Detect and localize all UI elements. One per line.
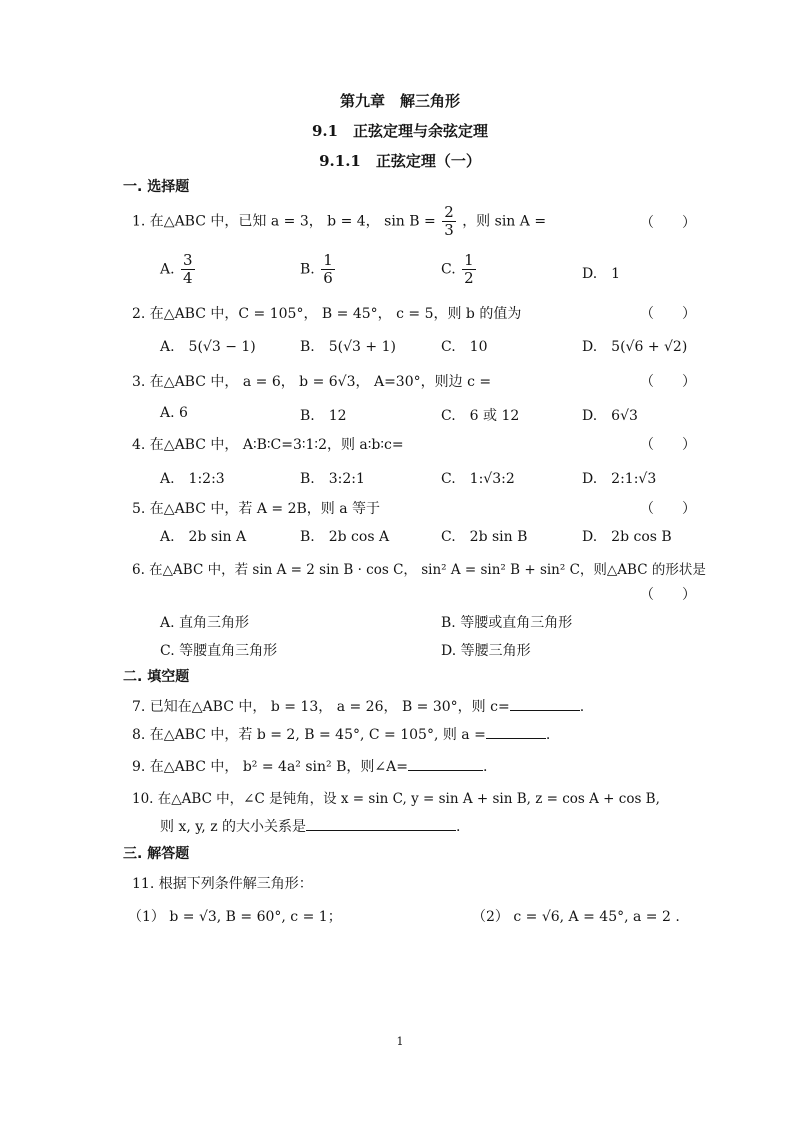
question-7 bbox=[132, 696, 584, 716]
q1-b-num: 1 bbox=[323, 251, 333, 269]
answer-blank-10[interactable] bbox=[306, 818, 456, 831]
question-11-part-1: （1） b = √3, B = 60°, c = 1； bbox=[128, 909, 342, 925]
question-2: 2. 在△ABC 中，C = 105°， B = 45°， c = 5，则 b 的值为 bbox=[132, 306, 522, 322]
q1-a-num: 3 bbox=[183, 251, 193, 269]
question-9-suffix: . bbox=[482, 759, 488, 775]
q3-option-c: C. 6 或 12 bbox=[441, 408, 520, 424]
q1-option-d: D. 1 bbox=[582, 266, 621, 282]
q6-option-a: A. 直角三角形 bbox=[160, 615, 250, 631]
q6-option-b: B. 等腰或直角三角形 bbox=[441, 615, 573, 631]
q2-option-b: B. 5(√3 + 1) bbox=[300, 339, 396, 355]
section-heading-choice: 一. 选择题 bbox=[123, 179, 190, 195]
q1-option-b bbox=[300, 252, 337, 287]
q1-b-den: 6 bbox=[323, 269, 333, 287]
question-11-part-2: （2） c = √6, A = 45°, a = 2 . bbox=[472, 909, 680, 925]
q5-option-c: C. 2b sin B bbox=[441, 529, 528, 545]
question-7-prefix: 7. 已知在△ABC 中， b = 13， a = 26， B = 30°，则 c= bbox=[132, 699, 510, 715]
q1-option-a bbox=[160, 252, 197, 287]
answer-blank-9[interactable] bbox=[408, 758, 483, 771]
section-heading-solve: 三. 解答题 bbox=[123, 846, 190, 862]
q4-option-b: B. 3:2:1 bbox=[300, 471, 365, 487]
answer-paren-2: （ ） bbox=[640, 306, 696, 322]
answer-paren-5: （ ） bbox=[640, 501, 696, 517]
question-4: 4. 在△ABC 中， A∶B∶C=3∶1∶2，则 a∶b∶c= bbox=[132, 437, 404, 453]
question-1-fraction bbox=[442, 204, 456, 239]
q2-option-c: C. 10 bbox=[441, 339, 488, 355]
q1-a-den: 4 bbox=[183, 269, 193, 287]
q3-option-b: B. 12 bbox=[300, 408, 347, 424]
chapter-title: 第九章 解三角形 bbox=[339, 92, 460, 110]
section-title: 9.1 正弦定理与余弦定理 bbox=[311, 122, 489, 140]
question-11: 11. 根据下列条件解三角形： bbox=[132, 876, 313, 892]
q2-option-d: D. 5(√6 + √2) bbox=[582, 339, 688, 355]
answer-blank-8[interactable] bbox=[486, 726, 546, 739]
q4-option-d: D. 2:1:√3 bbox=[582, 471, 657, 487]
page-number: 1 bbox=[396, 1035, 404, 1048]
question-9 bbox=[132, 756, 487, 776]
q4-option-a: A. 1:2:3 bbox=[160, 471, 225, 487]
q1-option-a-label: A. bbox=[160, 261, 175, 278]
question-10-suffix: . bbox=[456, 819, 461, 835]
q1-c-den: 2 bbox=[464, 269, 474, 287]
question-10-line2 bbox=[160, 816, 460, 836]
q1-option-c-fraction bbox=[462, 252, 476, 287]
q1-c-num: 1 bbox=[464, 251, 474, 269]
answer-paren-3: （ ） bbox=[640, 374, 696, 390]
answer-paren-6: （ ） bbox=[640, 587, 696, 603]
question-1-frac-num: 2 bbox=[444, 203, 454, 221]
question-5: 5. 在△ABC 中，若 A = 2B，则 a 等于 bbox=[132, 501, 381, 517]
question-6: 6. 在△ABC 中，若 sin A = 2 sin B · cos C， sin² A = sin² B + sin² C，则△ABC 的形状是 bbox=[132, 562, 706, 578]
question-9-prefix: 9. 在△ABC 中， b² = 4a² sin² B，则∠A= bbox=[132, 759, 408, 775]
q5-option-a: A. 2b sin A bbox=[160, 529, 247, 545]
question-3: 3. 在△ABC 中， a = 6， b = 6√3， A=30°，则边 c = bbox=[132, 374, 492, 390]
answer-blank-7[interactable] bbox=[510, 698, 580, 711]
question-8-suffix: . bbox=[545, 727, 551, 743]
q3-option-a: A. 6 bbox=[160, 405, 188, 421]
question-1-suffix: ，则 sin A = bbox=[462, 213, 547, 230]
q1-option-b-label: B. bbox=[300, 261, 315, 278]
q1-option-c-label: C. bbox=[441, 261, 456, 278]
q5-option-b: B. 2b cos A bbox=[300, 529, 390, 545]
subsection-title: 9.1.1 正弦定理（一） bbox=[319, 152, 481, 170]
question-8 bbox=[132, 724, 550, 744]
section-heading-fill: 二. 填空题 bbox=[123, 669, 190, 685]
question-10-line1: 10. 在△ABC 中，∠C 是钝角，设 x = sin C, y = sin A + sin B, z = cos A + cos B, bbox=[132, 791, 660, 807]
question-1-frac-den: 3 bbox=[444, 221, 454, 239]
q2-option-a: A. 5(√3 − 1) bbox=[160, 339, 256, 355]
q5-option-d: D. 2b cos B bbox=[582, 529, 672, 545]
q1-option-a-fraction bbox=[181, 252, 195, 287]
q6-option-c: C. 等腰直角三角形 bbox=[160, 643, 278, 659]
question-1 bbox=[132, 204, 546, 239]
q1-option-c bbox=[441, 252, 478, 287]
answer-paren-4: （ ） bbox=[640, 437, 696, 453]
question-8-prefix: 8. 在△ABC 中，若 b = 2, B = 45°, C = 105°, 则 a = bbox=[132, 727, 486, 743]
q6-option-d: D. 等腰三角形 bbox=[441, 643, 531, 659]
q1-option-b-fraction bbox=[321, 252, 335, 287]
question-7-suffix: . bbox=[579, 699, 585, 715]
question-10-prefix: 则 x, y, z 的大小关系是 bbox=[160, 819, 307, 835]
answer-paren-1: （ ） bbox=[640, 215, 696, 231]
q4-option-c: C. 1:√3:2 bbox=[441, 471, 515, 487]
q3-option-d: D. 6√3 bbox=[582, 408, 638, 424]
question-1-prefix: 1. 在△ABC 中，已知 a = 3， b = 4， sin B = bbox=[132, 213, 436, 230]
